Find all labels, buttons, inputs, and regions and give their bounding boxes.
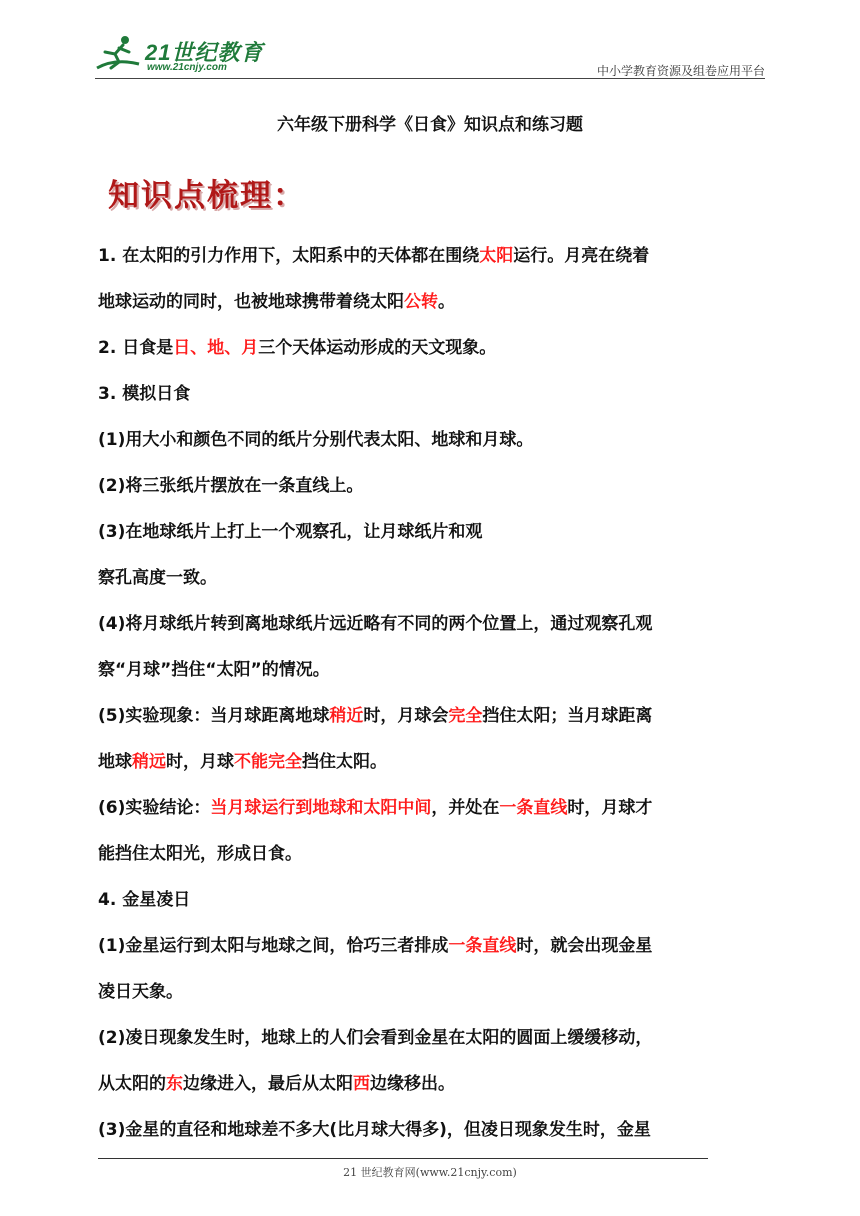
body-text: (1)用大小和颜色不同的纸片分别代表太阳、地球和月球。 bbox=[98, 430, 534, 450]
body-text: 凌日天象。 bbox=[98, 982, 183, 1002]
text-line bbox=[98, 286, 768, 332]
body-text: 。 bbox=[438, 292, 455, 312]
body-text: 挡住太阳。 bbox=[302, 752, 387, 772]
emphasis-text: 稍近 bbox=[329, 706, 364, 726]
document-title: 六年级下册科学《日食》知识点和练习题 bbox=[277, 115, 583, 135]
body-text: 边缘进入，最后从太阳 bbox=[183, 1074, 353, 1094]
page-footer: 21 世纪教育网(www.21cnjy.com) bbox=[343, 1166, 517, 1179]
text-line bbox=[98, 424, 768, 470]
body-text: 时，月球会 bbox=[363, 706, 449, 726]
emphasis-text: 当月球运行到地球和太阳中间 bbox=[210, 798, 432, 818]
body-text: 察“月球”挡住“太阳”的情况。 bbox=[98, 660, 330, 680]
emphasis-text: 一条直线 bbox=[499, 798, 568, 818]
emphasis-text: 太阳 bbox=[479, 246, 514, 266]
emphasis-text: 稍远 bbox=[132, 752, 166, 772]
text-line bbox=[98, 470, 768, 516]
body-text: 4. 金星凌日 bbox=[98, 890, 191, 910]
header-divider bbox=[95, 78, 765, 79]
text-line bbox=[98, 378, 768, 424]
footer-divider bbox=[98, 1158, 708, 1159]
text-line bbox=[98, 930, 768, 976]
text-line bbox=[98, 332, 768, 378]
emphasis-text: 东 bbox=[166, 1074, 183, 1094]
text-line bbox=[98, 1022, 768, 1068]
body-text: (2)凌日现象发生时，地球上的人们会看到金星在太阳的圆面上缓缓移动， bbox=[98, 1028, 653, 1048]
emphasis-text: 一条直线 bbox=[448, 936, 517, 956]
logo-url: www.21cnjy.com bbox=[147, 62, 227, 73]
body-text: 三个天体运动形成的天文现象。 bbox=[258, 338, 497, 358]
body-text: (2)将三张纸片摆放在一条直线上。 bbox=[98, 476, 364, 496]
body-text: 地球运动的同时，也被地球携带着绕太阳 bbox=[98, 292, 404, 312]
body-text: (3)在地球纸片上打上一个观察孔，让月球纸片和观 bbox=[98, 522, 483, 542]
platform-tagline: 中小学教育资源及组卷应用平台 bbox=[596, 64, 765, 78]
body-text: (1)金星运行到太阳与地球之间，恰巧三者排成 bbox=[98, 936, 449, 956]
body-text: 地球 bbox=[98, 752, 132, 772]
body-text: (3)金星的直径和地球差不多大(比月球大得多)，但凌日现象发生时，金星 bbox=[98, 1120, 651, 1140]
text-line bbox=[98, 654, 768, 700]
text-line bbox=[98, 562, 768, 608]
body-text: (5)实验现象：当月球距离地球 bbox=[98, 706, 330, 726]
section-title: 知识点梳理： bbox=[108, 178, 306, 214]
text-line bbox=[98, 516, 768, 562]
body-text: 从太阳的 bbox=[98, 1074, 166, 1094]
emphasis-text: 日、地、月 bbox=[173, 338, 259, 358]
knowledge-points bbox=[98, 240, 768, 1160]
body-text: 运行。月亮在绕着 bbox=[513, 246, 650, 266]
body-text: (6)实验结论： bbox=[98, 798, 211, 818]
emphasis-text: 公转 bbox=[404, 292, 438, 312]
site-logo[interactable] bbox=[95, 30, 275, 78]
emphasis-text: 完全 bbox=[448, 706, 483, 726]
body-text: ，并处在 bbox=[431, 798, 500, 818]
text-line bbox=[98, 1068, 768, 1114]
emphasis-text: 西 bbox=[353, 1074, 370, 1094]
body-text: 挡住太阳；当月球距离 bbox=[482, 706, 653, 726]
text-line bbox=[98, 884, 768, 930]
text-line bbox=[98, 1114, 768, 1160]
body-text: 时，月球 bbox=[166, 752, 234, 772]
runner-logo-icon bbox=[95, 34, 141, 74]
body-text: 时，月球才 bbox=[567, 798, 653, 818]
body-text: 时，就会出现金星 bbox=[516, 936, 653, 956]
body-text: 3. 模拟日食 bbox=[98, 384, 191, 404]
page-header bbox=[95, 30, 765, 80]
text-line bbox=[98, 240, 768, 286]
text-line bbox=[98, 976, 768, 1022]
body-text: 能挡住太阳光，形成日食。 bbox=[98, 844, 302, 864]
body-text: 察孔高度一致。 bbox=[98, 568, 217, 588]
text-line bbox=[98, 792, 768, 838]
text-line bbox=[98, 746, 768, 792]
text-line bbox=[98, 700, 768, 746]
body-text: 边缘移出。 bbox=[370, 1074, 455, 1094]
text-line bbox=[98, 838, 768, 884]
body-text: 2. 日食是 bbox=[98, 338, 174, 358]
body-text: (4)将月球纸片转到离地球纸片远近略有不同的两个位置上，通过观察孔观 bbox=[98, 614, 653, 634]
logo-text: 21世纪教育 bbox=[145, 40, 264, 65]
emphasis-text: 不能完全 bbox=[234, 752, 302, 772]
text-line bbox=[98, 608, 768, 654]
body-text: 1. 在太阳的引力作用下，太阳系中的天体都在围绕 bbox=[98, 246, 480, 266]
